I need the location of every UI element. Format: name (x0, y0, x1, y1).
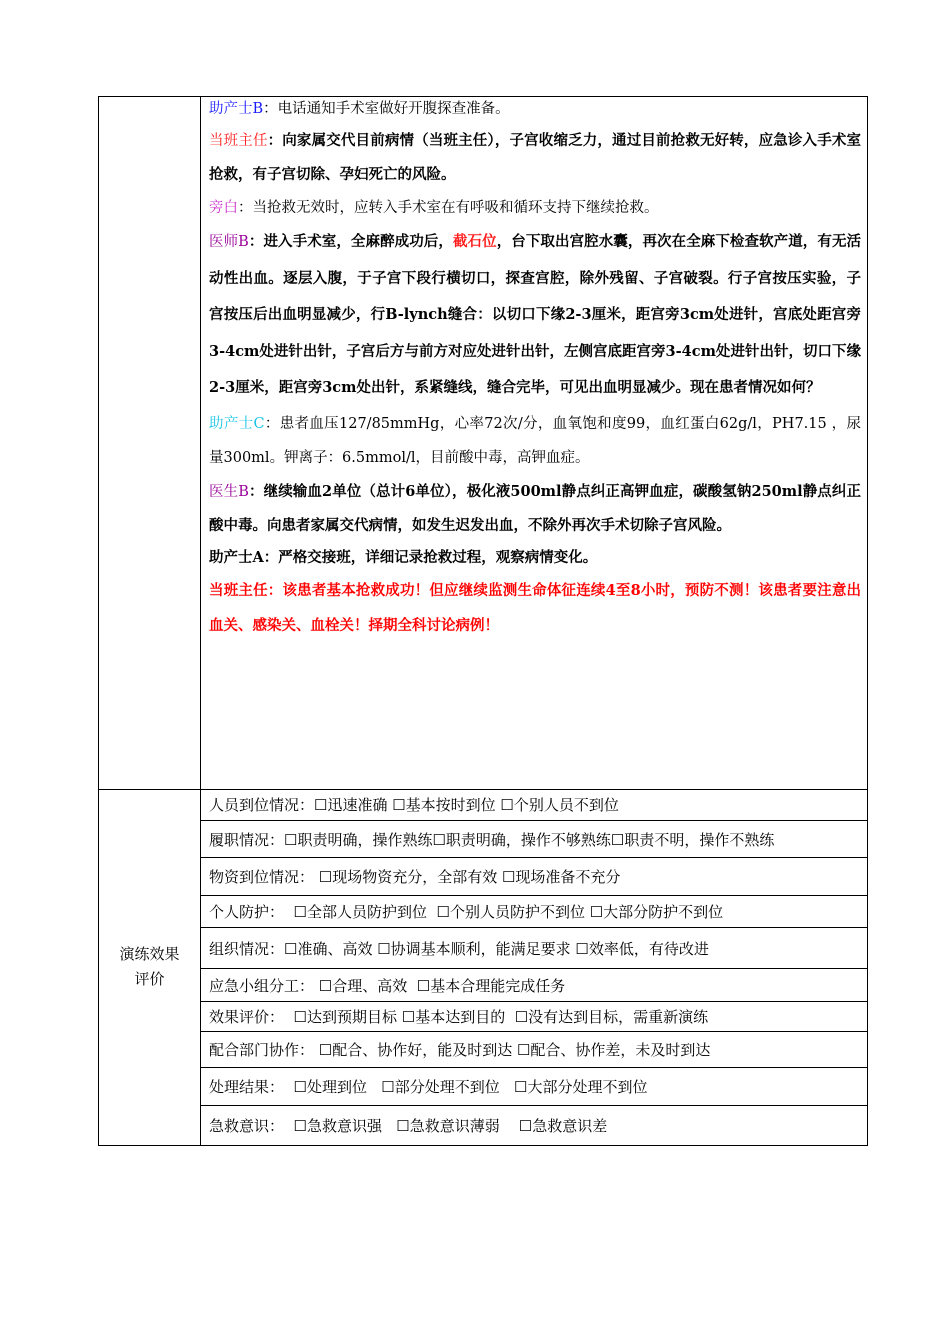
drill-record-table (98, 96, 868, 1146)
eval-row-personnel: 人员到位情况：☐迅速准确 ☐基本按时到位 ☐个别人员不到位 (201, 789, 867, 821)
eval-row-protection: 个人防护： ☐全部人员防护到位 ☐个别人员防护不到位 ☐大部分防护不到位 (201, 896, 867, 928)
eval-row-awareness: 急救意识： ☐急救意识强 ☐急救意识薄弱 ☐急救意识差 (209, 1117, 608, 1135)
drill-narrative (209, 97, 861, 643)
narrative-line-duty-director-conclusion: 当班主任：该患者基本抢救成功！但应继续监测生命体征连续4至8小时，预防不测！该患者要注意出血关、感染关、血栓关！择期全科讨论病例！ (209, 581, 862, 634)
evaluation-label: 演练效果 评价 (119, 945, 180, 988)
eval-row-effect: 效果评价： ☐达到预期目标 ☐基本达到目的 ☐没有达到目标，需重新演练 (201, 1002, 867, 1032)
narrative-line-midwife-c: 助产士C：患者血压127/85mmHg，心率72次/分，血氧饱和度99，血红蛋白62g/l，PH7.15 ，尿量300ml。钾离子：6.5mmol/l，目前酸中毒，高钾血症。 (209, 415, 861, 466)
narrative-line-midwife-a: 助产士A：严格交接班，详细记录抢救过程，观察病情变化。 (209, 548, 598, 566)
narrative-line-physician-b: 医师B：进入手术室，全麻醉成功后，截石位，台下取出宫腔水囊，再次在全麻下检查软产道，有无活动性出血。逐层入腹，于子宫下段行横切口，探查宫腔，除外残留、子宫破裂。行子宫按压实验，子宫按压后出血明显减少，行B-lynch缝合：以切口下缘2-3厘米，距宫旁3cm处进针，宫底处距宫旁3-4cm处进针出针，子宫后方与前方对应处进针出针，左侧宫底距宫旁3-4cm处进针出针，切口下缘2-3厘米，距宫旁3cm处出针，系紧缝线，缝合完毕，可见出血明显减少。现在患者情况如何？ (209, 233, 862, 396)
narrative-line-doctor-b: 医生B：继续输血2单位（总计6单位），极化液500ml静点纠正高钾血症，碳酸氢钠250ml静点纠正酸中毒。向患者家属交代病情，如发生迟发出血，不除外再次手术切除子宫风险。 (209, 482, 862, 534)
narrative-line-narrator: 旁白：当抢救无效时，应转入手术室在有呼吸和循环支持下继续抢救。 (209, 200, 659, 216)
eval-row-team-division: 应急小组分工： ☐合理、高效 ☐基本合理能完成任务 (201, 969, 867, 1002)
narrative-line-midwife-b: 助产士B：电话通知手术室做好开腹探查准备。 (209, 101, 510, 117)
eval-row-result: 处理结果： ☐处理到位 ☐部分处理不到位 ☐大部分处理不到位 (201, 1068, 867, 1106)
eval-row-cooperation: 配合部门协作： ☐配合、协作好，能及时到达 ☐配合、协作差，未及时到达 (201, 1032, 867, 1068)
eval-row-duty: 履职情况：☐职责明确，操作熟练☐职责明确，操作不够熟练☐职责不明，操作不熟练 (201, 821, 867, 858)
narrative-line-duty-director: 当班主任：向家属交代目前病情（当班主任），子宫收缩乏力，通过目前抢救无好转，应急诊入手术室抢救，有子宫切除、孕妇死亡的风险。 (209, 132, 862, 183)
eval-row-materials: 物资到位情况： ☐现场物资充分，全部有效 ☐现场准备不充分 (201, 858, 867, 896)
eval-row-organization: 组织情况：☐准确、高效 ☐协调基本顺利，能满足要求 ☐效率低，有待改进 (201, 928, 867, 969)
